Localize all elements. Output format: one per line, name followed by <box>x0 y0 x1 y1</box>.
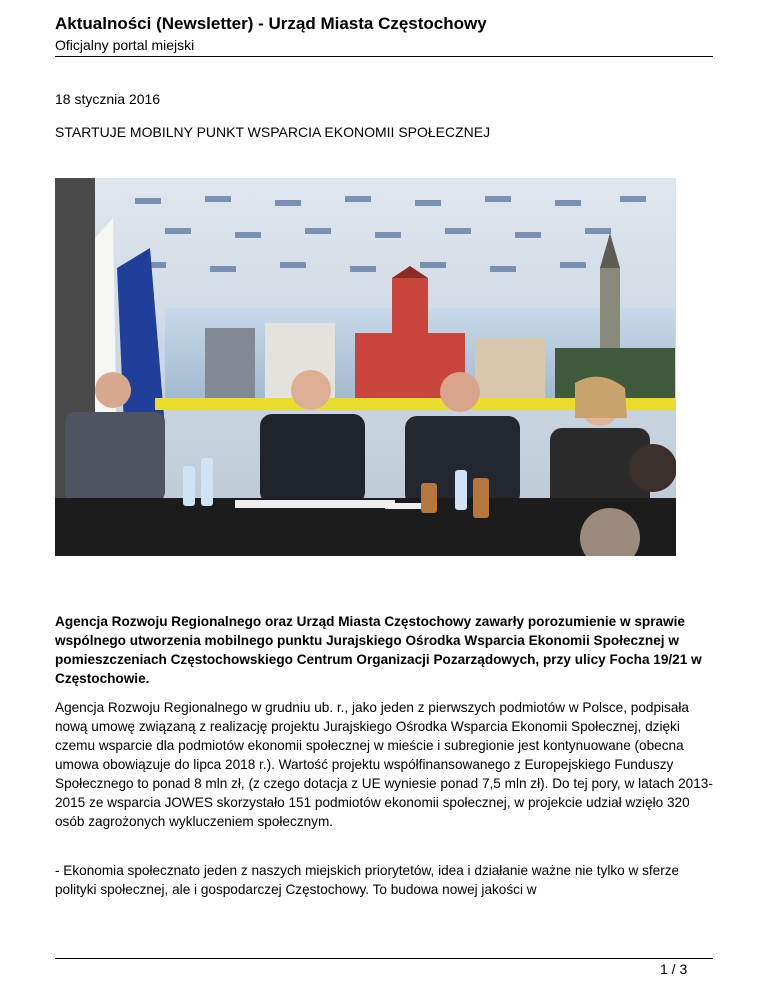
page-header <box>55 14 713 54</box>
header-divider <box>55 56 713 57</box>
article-lead: Agencja Rozwoju Regionalnego oraz Urząd Miasta Częstochowy zawarły porozumienie w sprawie wspólnego utworzenia mobilnego punktu Jurajskiego Ośrodka Wsparcia Ekonomii Społecznej w pomieszczeniach Częstochowskiego Centrum Organizacji Pozarządowych, przy ulicy Focha 19/21 w Częstochowie. <box>55 614 702 686</box>
article-paragraph-2: - Ekonomia społecznato jeden z naszych miejskich priorytetów, idea i działanie ważne nie tylko w sferze polityki społecznej, ale i gospodarczej Częstochowy. To budowa nowej jakości w <box>55 863 680 897</box>
article-headline: STARTUJE MOBILNY PUNKT WSPARCIA EKONOMII SPOŁECZNEJ <box>55 124 491 140</box>
press-conference-photo <box>55 178 676 556</box>
article-paragraph-1: Agencja Rozwoju Regionalnego w grudniu ub. r., jako jeden z pierwszych podmiotów w Polsce, podpisała nową umowę związaną z realizację projektu Jurajskiego Ośrodka Wsparcia Ekonomii Społecznej, dzięki czemu wsparcie dla podmiotów ekonomii społecznej w mieście i subregionie jest kontynuowane (obecna umowa obowiązuje do lipca 2018 r.). Wartość projektu współfinansowanego z Europejskiego Funduszy Społecznego to ponad 8 mln zł, (z czego dotacja z UE wyniesie ponad 7,5 mln zł). Do tej pory, w latach 2013-2015 ze wsparcia JOWES skorzystało 151 podmiotów ekonomii społecznej, w projekcie udział wzięło 320 osób zagrożonych wykluczeniem społecznym. <box>55 700 713 829</box>
site-title: Aktualności (Newsletter) - Urząd Miasta Częstochowy <box>55 14 487 33</box>
site-subtitle: Oficjalny portal miejski <box>55 37 195 53</box>
footer-divider <box>55 958 713 959</box>
article-date: 18 stycznia 2016 <box>55 91 161 107</box>
article-photo <box>55 178 676 556</box>
page-number: 1 / 3 <box>660 961 688 977</box>
